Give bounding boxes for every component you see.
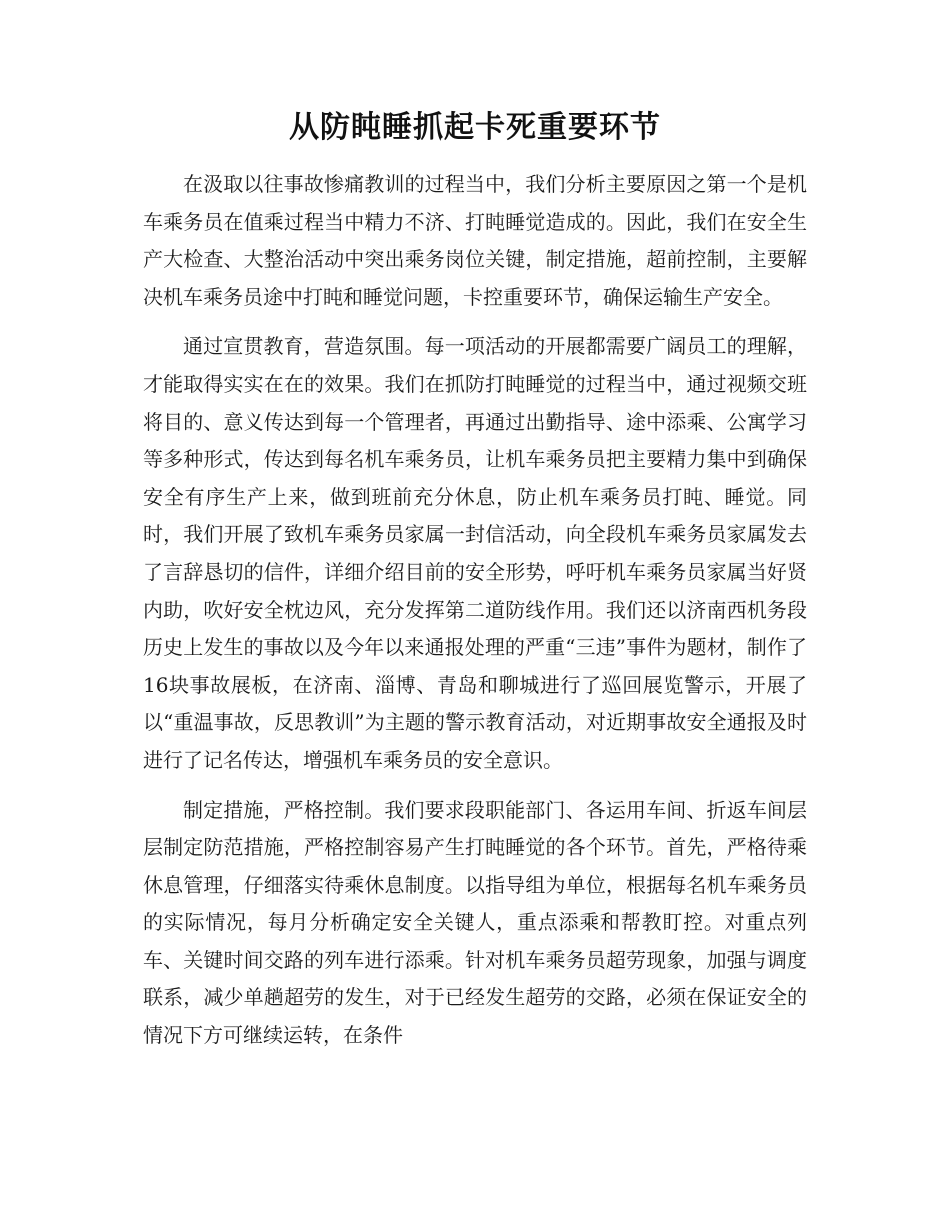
document-title: 从防盹睡抓起卡死重要环节 bbox=[289, 110, 661, 145]
document-body bbox=[143, 166, 807, 1055]
paragraph-3: 制定措施，严格控制。我们要求段职能部门、各运用车间、折返车间层层制定防范措施，严格控制容易产生打盹睡觉的各个环节。首先，严格待乘休息管理，仔细落实待乘休息制度。以指导组为单位，根据每名机车乘务员的实际情况，每月分析确定安全关键人，重点添乘和帮教盯控。对重点列车、关键时间交路的列车进行添乘。针对机车乘务员超劳现象，加强与调度联系，减少单趟超劳的发生，对于已经发生超劳的交路，必须在保证安全的情况下方可继续运转，在条件 bbox=[143, 797, 807, 1048]
paragraph-2: 通过宣贯教育，营造氛围。每一项活动的开展都需要广阔员工的理解，才能取得实实在在的效果。我们在抓防打盹睡觉的过程当中，通过视频交班将目的、意义传达到每一个管理者，再通过出勤指导、途中添乘、公寓学习等多种形式，传达到每名机车乘务员，让机车乘务员把主要精力集中到确保安全有序生产上来，做到班前充分休息，防止机车乘务员打盹、睡觉。同时，我们开展了致机车乘务员家属一封信活动，向全段机车乘务员家属发去了言辞恳切的信件，详细介绍目前的安全形势，呼吁机车乘务员家属当好贤内助，吹好安全枕边风，充分发挥第二道防线作用。我们还以济南西机务段历史上发生的事故以及今年以来通报处理的严重“三违”事件为题材，制作了16块事故展板，在济南、淄博、青岛和聊城进行了巡回展览警示，开展了以“重温事故，反思教训”为主题的警示教育活动，对近期事故安全通报及时进行了记名传达，增强机车乘务员的安全意识。 bbox=[143, 334, 807, 772]
paragraph-1: 在汲取以往事故惨痛教训的过程当中，我们分析主要原因之第一个是机车乘务员在值乘过程当中精力不济、打盹睡觉造成的。因此，我们在安全生产大检查、大整治活动中突出乘务岗位关键，制定措施，超前控制，主要解决机车乘务员途中打盹和睡觉问题，卡控重要环节，确保运输生产安全。 bbox=[143, 172, 807, 309]
